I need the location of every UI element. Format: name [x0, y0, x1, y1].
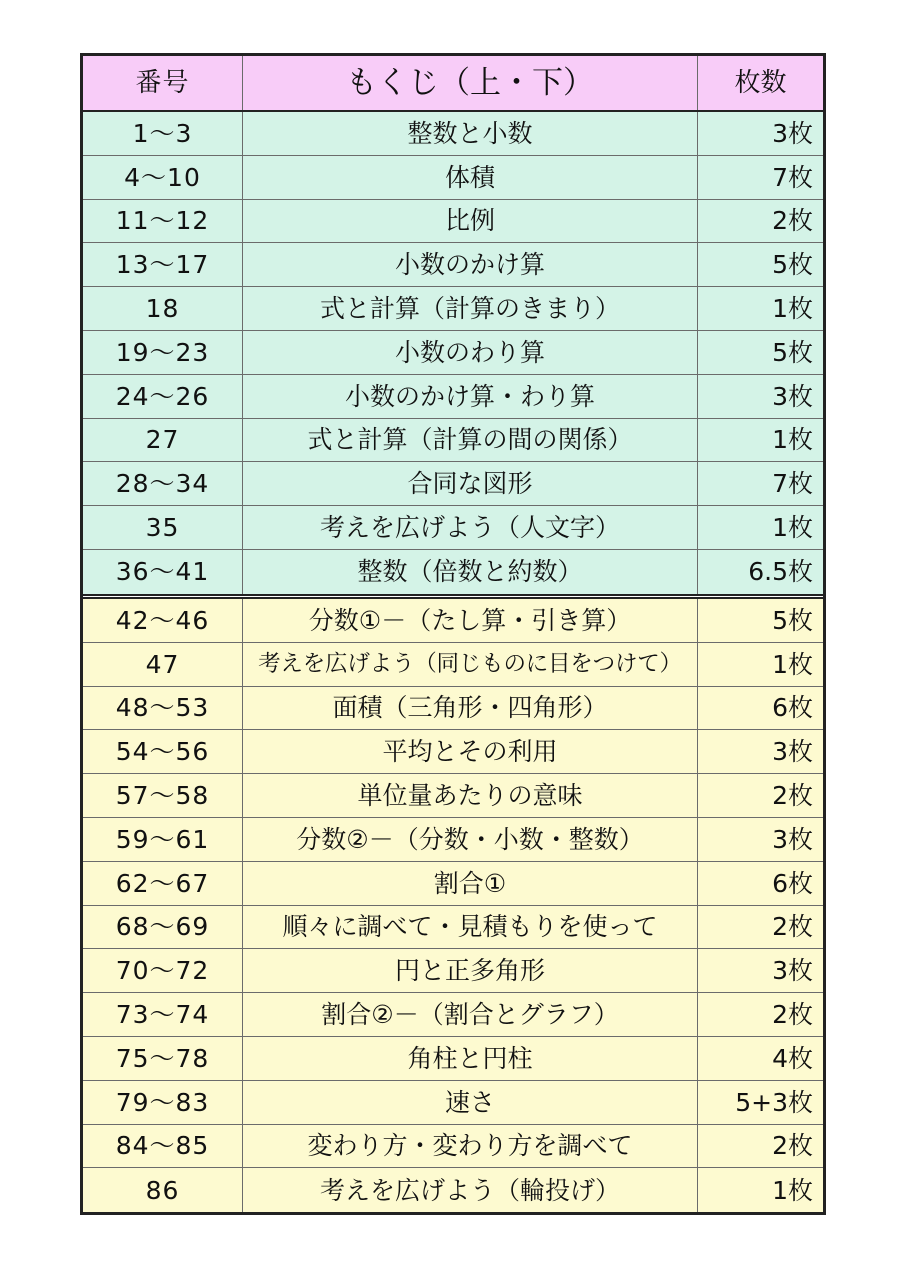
row-title: 順々に調べて・見積もりを使って: [243, 906, 698, 949]
row-sheets: 5枚: [772, 250, 813, 280]
row-sheets: 4枚: [772, 1043, 813, 1073]
row-number: 70～72: [83, 949, 243, 992]
table-row: [83, 818, 823, 862]
row-title: 式と計算（計算の間の関係）: [243, 419, 698, 462]
table-row: [83, 993, 823, 1037]
row-number: 19～23: [83, 331, 243, 374]
row-number: 79～83: [83, 1081, 243, 1124]
row-sheets: 3枚: [772, 118, 813, 148]
row-number: 11～12: [83, 200, 243, 243]
row-title: 割合②－（割合とグラフ）: [243, 993, 698, 1036]
row-number: 54～56: [83, 730, 243, 773]
header-number: 番号: [83, 56, 243, 110]
table-row: [83, 156, 823, 200]
row-sheets: 1枚: [772, 294, 813, 324]
row-title: 速さ: [243, 1081, 698, 1124]
table-row: [83, 862, 823, 906]
header-title: もくじ（上・下）: [243, 56, 698, 110]
row-sheets: 2枚: [772, 1131, 813, 1161]
row-sheets: 6枚: [772, 868, 813, 898]
row-title: 小数のかけ算・わり算: [243, 375, 698, 418]
table-row: [83, 730, 823, 774]
row-sheets: 5枚: [772, 337, 813, 367]
row-title: 考えを広げよう（同じものに目をつけて）: [243, 643, 698, 686]
table-row: [83, 506, 823, 550]
row-number: 68～69: [83, 906, 243, 949]
row-sheets: 3枚: [772, 824, 813, 854]
row-title: 変わり方・変わり方を調べて: [243, 1125, 698, 1168]
row-title: 比例: [243, 200, 698, 243]
row-number: 4～10: [83, 156, 243, 199]
row-title: 平均とその利用: [243, 730, 698, 773]
table-row: [83, 331, 823, 375]
row-sheets: 1枚: [772, 425, 813, 455]
row-number: 57～58: [83, 774, 243, 817]
lower-volume-section: [83, 599, 823, 1212]
upper-volume-section: [83, 112, 823, 599]
row-number: 18: [83, 287, 243, 330]
row-sheets: 2枚: [772, 781, 813, 811]
table-row: [83, 599, 823, 643]
row-number: 28～34: [83, 462, 243, 505]
row-sheets: 1枚: [772, 1175, 813, 1205]
row-sheets: 5枚: [772, 605, 813, 635]
table-row: [83, 112, 823, 156]
row-title: 整数と小数: [243, 112, 698, 155]
row-title: 小数のわり算: [243, 331, 698, 374]
row-number: 86: [83, 1168, 243, 1212]
row-number: 48～53: [83, 687, 243, 730]
table-row: [83, 419, 823, 463]
table-row: [83, 1125, 823, 1169]
row-sheets: 2枚: [772, 1000, 813, 1030]
table-row: [83, 1037, 823, 1081]
row-sheets: 1枚: [772, 649, 813, 679]
header-sheets: 枚数: [734, 68, 787, 98]
table-row: [83, 375, 823, 419]
row-sheets: 2枚: [772, 912, 813, 942]
table-row: [83, 774, 823, 818]
table-row: [83, 687, 823, 731]
row-number: 59～61: [83, 818, 243, 861]
row-sheets: 2枚: [772, 206, 813, 236]
row-sheets: 3枚: [772, 956, 813, 986]
table-row: [83, 200, 823, 244]
row-number: 24～26: [83, 375, 243, 418]
row-sheets: 3枚: [772, 381, 813, 411]
row-title: 考えを広げよう（人文字）: [243, 506, 698, 549]
table-row: [83, 1168, 823, 1212]
row-number: 42～46: [83, 599, 243, 642]
table-row: [83, 949, 823, 993]
row-title: 合同な図形: [243, 462, 698, 505]
row-number: 47: [83, 643, 243, 686]
row-sheets: 6.5枚: [748, 557, 813, 587]
row-number: 1～3: [83, 112, 243, 155]
row-number: 36～41: [83, 550, 243, 594]
row-number: 35: [83, 506, 243, 549]
row-sheets: 3枚: [772, 737, 813, 767]
row-sheets: 7枚: [772, 162, 813, 192]
row-number: 84～85: [83, 1125, 243, 1168]
row-title: 割合①: [243, 862, 698, 905]
row-number: 27: [83, 419, 243, 462]
table-row: [83, 243, 823, 287]
row-title: 整数（倍数と約数）: [243, 550, 698, 594]
row-title: 考えを広げよう（輪投げ）: [243, 1168, 698, 1212]
table-row: [83, 643, 823, 687]
row-title: 分数①－（たし算・引き算）: [243, 599, 698, 642]
row-sheets: 5+3枚: [735, 1087, 813, 1117]
row-title: 体積: [243, 156, 698, 199]
row-title: 分数②－（分数・小数・整数）: [243, 818, 698, 861]
row-sheets: 7枚: [772, 469, 813, 499]
table-row: [83, 906, 823, 950]
row-number: 75～78: [83, 1037, 243, 1080]
table-row: [83, 550, 823, 594]
table-row: [83, 287, 823, 331]
row-number: 13～17: [83, 243, 243, 286]
row-sheets: 6枚: [772, 693, 813, 723]
row-title: 式と計算（計算のきまり）: [243, 287, 698, 330]
row-title: 小数のかけ算: [243, 243, 698, 286]
row-number: 73～74: [83, 993, 243, 1036]
toc-table: [80, 53, 826, 1215]
row-title: 角柱と円柱: [243, 1037, 698, 1080]
table-row: [83, 1081, 823, 1125]
table-header-row: [83, 56, 823, 112]
row-title: 単位量あたりの意味: [243, 774, 698, 817]
row-title: 円と正多角形: [243, 949, 698, 992]
row-sheets: 1枚: [772, 513, 813, 543]
row-number: 62～67: [83, 862, 243, 905]
table-row: [83, 462, 823, 506]
row-title: 面積（三角形・四角形）: [243, 687, 698, 730]
